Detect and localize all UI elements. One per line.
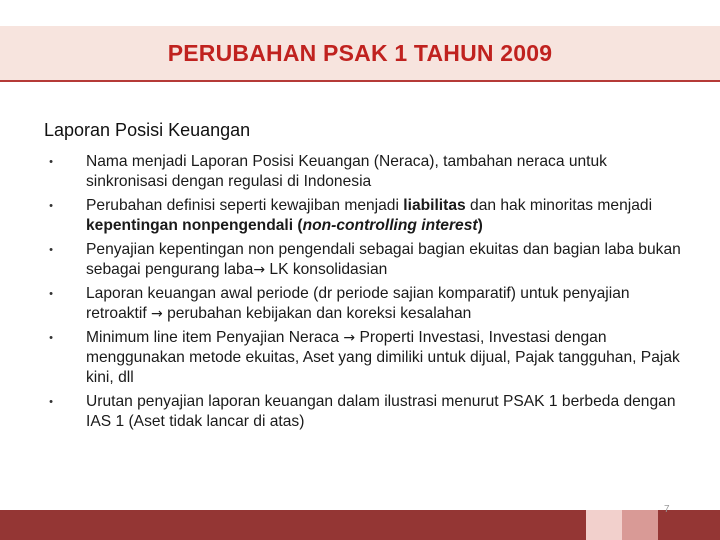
- bullet-bold-term: liabilitas: [403, 197, 466, 214]
- bullet-list: [44, 152, 690, 436]
- footer-segment-mid: [622, 510, 658, 540]
- bullet-text: Perubahan definisi seperti kewajiban menjadi: [86, 197, 404, 214]
- bullet-text: Nama menjadi Laporan Posisi Keuangan (Neraca), tambahan neraca untuk sinkronisasi dengan regulasi di Indonesia: [86, 153, 607, 190]
- bullet-text: Properti Investasi, Investasi dengan menggunakan metode ekuitas, Aset yang dimiliki untuk dijual, Pajak tangguhan, Pajak kini, dll: [86, 329, 680, 386]
- bullet-icon: •: [49, 332, 53, 344]
- top-margin: [0, 0, 720, 26]
- bullet-item: [44, 240, 690, 280]
- bullet-item: [44, 196, 690, 236]
- bullet-text: Laporan keuangan awal periode (dr periode sajian komparatif) untuk penyajian retroaktif: [86, 285, 630, 322]
- arrow-right-icon: →: [343, 330, 356, 346]
- page-number: 7: [664, 504, 670, 515]
- bullet-text: LK konsolidasian: [265, 261, 388, 278]
- bullet-item: [44, 328, 690, 388]
- bullet-text: Minimum line item Penyajian Neraca: [86, 329, 344, 346]
- bullet-bold-term: kepentingan nonpengendali: [86, 217, 294, 234]
- bullet-icon: •: [49, 244, 53, 256]
- bullet-icon: •: [49, 156, 53, 168]
- arrow-right-icon: →: [253, 262, 266, 278]
- slide-title: PERUBAHAN PSAK 1 TAHUN 2009: [167, 39, 553, 66]
- bullet-item: [44, 152, 690, 192]
- bullet-icon: •: [49, 396, 53, 408]
- bullet-bold-term: ): [477, 217, 483, 234]
- bullet-bold-term: (: [293, 217, 303, 234]
- bullet-item: [44, 284, 690, 324]
- footer-bar: [0, 510, 720, 540]
- bullet-text: Penyajian kepentingan non pengendali sebagai bagian ekuitas dan bagian laba bukan sebagai pengurang laba: [86, 241, 681, 278]
- bullet-italic-term: non-controlling interest: [302, 217, 478, 234]
- bullet-text: Urutan penyajian laporan keuangan dalam ilustrasi menurut PSAK 1 berbeda dengan IAS 1 (Aset tidak lancar di atas): [86, 393, 676, 430]
- footer-segment-dark: [0, 510, 586, 540]
- bullet-icon: •: [49, 288, 53, 300]
- bullet-icon: •: [49, 200, 53, 212]
- title-band: [0, 26, 720, 82]
- slide-subtitle: Laporan Posisi Keuangan: [44, 120, 251, 140]
- footer-segment-light: [586, 510, 622, 540]
- bullet-item: [44, 392, 690, 432]
- bullet-text: perubahan kebijakan dan koreksi kesalahan: [162, 305, 472, 322]
- arrow-right-icon: →: [151, 306, 163, 322]
- bullet-text: dan hak minoritas menjadi: [465, 197, 653, 214]
